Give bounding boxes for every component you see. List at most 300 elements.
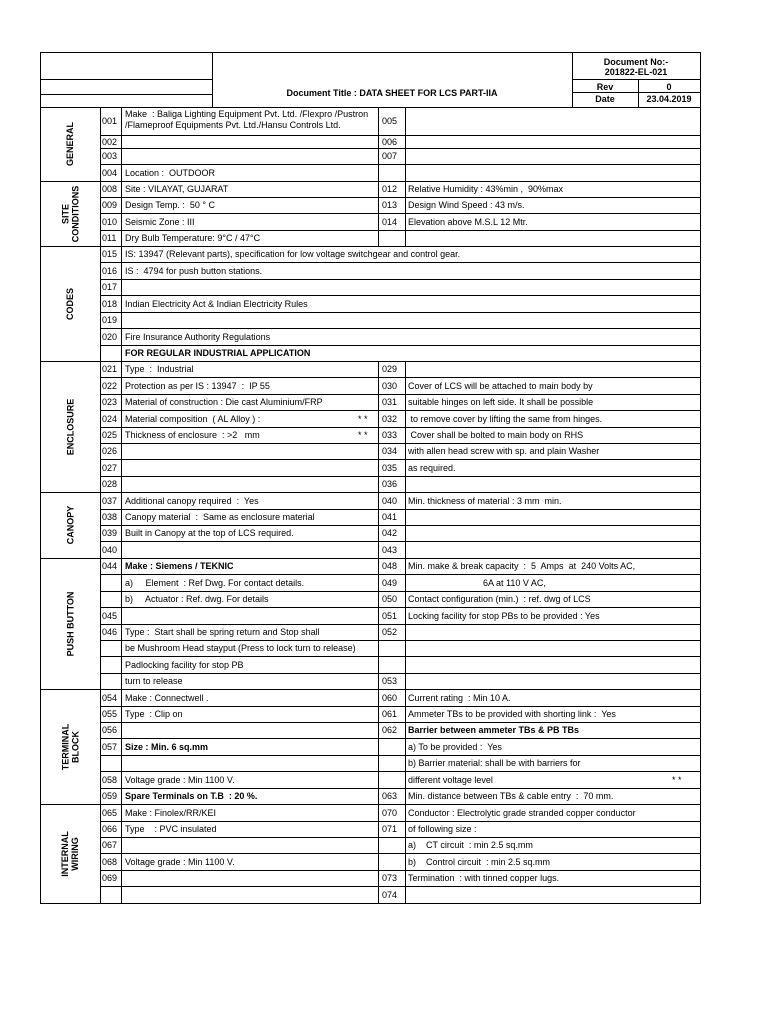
col-line [405,870,406,886]
row-line [100,394,700,395]
col-line [405,410,406,427]
col-line [378,377,379,394]
document-number-label: Document No:- [603,57,669,67]
row-line [100,135,700,136]
col-line [121,410,122,427]
item-number: 035 [382,463,398,473]
row-line [100,886,700,887]
col-line [121,738,122,755]
item-number: 033 [382,430,398,440]
item-number: 053 [382,676,398,686]
col-line [378,148,379,164]
section-label: TERMINAL BLOCK [60,723,80,770]
item-description: Relative Humidity : 43%min , 90%max [408,184,564,194]
row-line [100,295,700,296]
item-description: Additional canopy required : Yes [125,496,259,506]
item-description: Protection as per IS : 13947 : IP 55 [125,381,270,391]
item-number: 034 [382,446,398,456]
col-line [405,525,406,541]
row-line [100,837,700,838]
col-line [121,312,122,328]
col-line [405,722,406,738]
item-number: 031 [382,397,398,407]
item-description: FOR REGULAR INDUSTRIAL APPLICATION [125,348,311,358]
item-number: 026 [102,446,118,456]
item-number: 063 [382,791,398,801]
item-number: 044 [102,561,118,571]
section-canopy [40,492,100,558]
item-description: Padlocking facility for stop PB [125,660,244,670]
item-number: 027 [102,463,118,473]
section-enclosure [40,361,100,492]
row-line [100,722,700,723]
border-top [40,52,701,53]
row-line [100,197,700,198]
col-line [121,640,122,656]
row-line [100,345,700,346]
col-line [378,755,379,771]
col-line [121,230,122,246]
col-line [405,443,406,459]
item-description: Canopy material : Same as enclosure material [125,512,315,522]
row-line [100,262,700,263]
col-line [121,394,122,410]
col-line [405,377,406,394]
date-label: Date [595,94,615,104]
col-line [378,410,379,427]
col-line [121,213,122,230]
col-line [121,591,122,607]
col-line [405,107,406,135]
item-number: 070 [382,808,398,818]
item-number: 054 [102,693,118,703]
col-line [121,476,122,492]
col-line [405,148,406,164]
section-label: SITE CONDITIONS [59,185,80,242]
item-number: 032 [382,414,398,424]
col-line [378,476,379,492]
item-number: 069 [102,873,118,883]
item-description: Make : Siemens / TEKNIC [125,561,234,571]
col-line [121,246,122,262]
col-line [405,492,406,509]
item-description: Min. distance between TBs & cable entry : 70 mm. [408,791,614,801]
item-number: 029 [382,364,398,374]
item-description: a) To be provided : Yes [408,742,502,752]
item-description: Site : VILAYAT, GUJARAT [125,184,229,194]
item-number: 036 [382,479,398,489]
row-line [100,459,700,460]
item-number: 004 [102,168,118,178]
col-line [121,574,122,591]
item-number: 060 [382,693,398,703]
section-line [40,107,700,108]
col-line [121,377,122,394]
item-number: 005 [382,116,398,126]
item-number: 017 [102,282,118,292]
item-description: Type : PVC insulated [125,824,217,834]
row-line [100,148,700,149]
item-number: 015 [102,249,118,259]
col-line [121,656,122,673]
row-line [100,821,700,822]
grid-line-h [40,94,212,95]
col-line [405,558,406,574]
item-description: Material of construction : Die cast Aluminium/FRP [125,397,323,407]
col-line [121,673,122,689]
col-line [378,624,379,640]
item-number: 002 [102,137,118,147]
col-line [378,394,379,410]
item-description: Type : Start shall be spring return and Stop shall [125,627,320,637]
col-line [121,821,122,837]
border-right [700,52,701,904]
col-line [121,706,122,722]
col-line [378,197,379,213]
col-line [405,574,406,591]
border-left [40,52,41,904]
item-number: 074 [382,890,398,900]
marker-asterisks: * * [358,414,368,424]
col-line [405,197,406,213]
row-line [100,771,700,772]
col-line [378,164,379,181]
item-number: 023 [102,397,118,407]
item-description: Seismic Zone : III [125,217,195,227]
col-line [378,886,379,903]
col-line [121,788,122,804]
col-line [405,804,406,821]
item-number: 014 [382,217,398,227]
col-line [378,492,379,509]
grid-line-v [100,107,101,903]
item-number: 018 [102,299,118,309]
item-description: Voltage grade : Min 1100 V. [125,857,235,867]
row-line [100,476,700,477]
section-line [40,804,700,805]
col-line [121,607,122,624]
item-number: 037 [102,496,118,506]
col-line [121,443,122,459]
col-line [121,804,122,821]
item-number: 040 [102,545,118,555]
item-description: Elevation above M.S.L 12 Mtr. [408,217,528,227]
item-description: Indian Electricity Act & Indian Electricity Rules [125,299,308,309]
border-bottom [40,903,701,904]
item-number: 043 [382,545,398,555]
col-line [121,345,122,361]
row-line [100,640,700,641]
col-line [378,788,379,804]
col-line [405,738,406,755]
item-description: Built in Canopy at the top of LCS required. [125,528,294,538]
col-line [121,558,122,574]
item-number: 039 [102,528,118,538]
item-description: b) Barrier material: shall be with barriers for [408,758,581,768]
grid-line-h [40,79,212,80]
col-line [121,886,122,903]
item-number: 010 [102,217,118,227]
item-number: 001 [102,116,118,126]
col-line [121,459,122,476]
item-description: IS : 4794 for push button stations. [125,266,263,276]
col-line [378,459,379,476]
item-description: Cover of LCS will be attached to main body by [408,381,593,391]
row-line [100,377,700,378]
document-title: Document Title : DATA SHEET FOR LCS PART-IIA [286,88,498,98]
col-line [121,722,122,738]
section-line [40,492,700,493]
col-line [121,427,122,443]
item-description: Design Temp. : 50 ° C [125,200,215,210]
item-number: 021 [102,364,118,374]
col-line [378,673,379,689]
col-line [378,591,379,607]
item-number: 071 [382,824,398,834]
row-line [100,279,700,280]
item-description: Make : Connectwell . [125,693,209,703]
col-line [121,262,122,279]
row-line [100,213,700,214]
item-number: 019 [102,315,118,325]
col-line [405,706,406,722]
col-line [378,722,379,738]
row-line [100,230,700,231]
item-number: 046 [102,627,118,637]
col-line [121,361,122,377]
item-number: 042 [382,528,398,538]
item-number: 056 [102,725,118,735]
item-description: b) Actuator : Ref. dwg. For details [125,594,269,604]
marker-asterisks: * * [358,430,368,440]
rev-label: Rev [596,82,614,92]
col-line [121,181,122,197]
col-line [405,837,406,853]
item-number: 013 [382,200,398,210]
col-line [121,853,122,870]
col-line [405,821,406,837]
section-general [40,107,100,181]
item-number: 028 [102,479,118,489]
col-line [121,148,122,164]
col-line [121,135,122,148]
item-number: 066 [102,824,118,834]
item-description: Current rating : Min 10 A. [408,693,511,703]
section-terminal [40,689,100,804]
item-description: Dry Bulb Temperature: 9°C / 47°C [125,233,261,243]
item-number: 022 [102,381,118,391]
section-label: INTERNAL WIRING [60,830,80,877]
col-line [378,181,379,197]
col-line [121,492,122,509]
item-description: different voltage level [408,775,493,785]
row-line [100,312,700,313]
col-line [378,706,379,722]
item-number: 050 [382,594,398,604]
row-line [100,443,700,444]
col-line [378,821,379,837]
item-number: 068 [102,857,118,867]
item-description: to remove cover by lifting the same from hinges. [408,414,603,424]
col-line [378,135,379,148]
item-number: 055 [102,709,118,719]
item-description: b) Control circuit : min 2.5 sq.mm [408,857,551,867]
section-codes [40,246,100,361]
marker-asterisks: * * [672,775,682,785]
col-line [121,541,122,558]
col-line [378,870,379,886]
col-line [121,624,122,640]
col-line [378,427,379,443]
item-description: Type : Clip on [125,709,183,719]
item-number: 045 [102,611,118,621]
grid-line-h [572,79,700,80]
row-line [100,427,700,428]
item-description: a) CT circuit : min 2.5 sq.mm [408,840,533,850]
item-number: 048 [382,561,398,571]
section-site [40,181,100,246]
date-value: 23.04.2019 [646,94,692,104]
col-line [378,541,379,558]
item-number: 061 [382,709,398,719]
row-line [100,541,700,542]
col-line [405,541,406,558]
item-number: 011 [102,233,117,243]
col-line [378,558,379,574]
row-line [100,607,700,608]
item-number: 062 [382,725,398,735]
section-label: ENCLOSURE [64,398,75,455]
item-number: 049 [382,578,398,588]
item-description: Locking facility for stop PBs to be provided : Yes [408,611,600,621]
col-line [121,771,122,788]
section-line [40,246,700,247]
col-line [378,837,379,853]
col-line [378,640,379,656]
col-line [405,230,406,246]
item-number: 051 [382,611,398,621]
row-line [100,788,700,789]
col-line [405,771,406,788]
col-line [378,509,379,525]
col-line [121,197,122,213]
item-description: Voltage grade : Min 1100 V. [125,775,235,785]
section-label: CODES [64,287,75,320]
col-line [378,804,379,821]
col-line [405,394,406,410]
item-description: Min. thickness of material : 3 mm min. [408,496,562,506]
item-description: with allen head screw with sp. and plain Washer [408,446,600,456]
item-description: Make : Baliga Lighting Equipment Pvt. Ltd. /Flexpro /Pustron /Flameproof Equipments Pvt. Ltd./Hansu Controls Ltd. [125,109,369,130]
item-number: 065 [102,808,118,818]
item-description: Design Wind Speed : 43 m/s. [408,200,525,210]
item-description: Ammeter TBs to be provided with shorting link : Yes [408,709,616,719]
col-line [405,591,406,607]
item-description: Size : Min. 6 sq.mm [125,742,209,752]
row-line [100,870,700,871]
col-line [405,886,406,903]
row-line [100,706,700,707]
col-line [121,279,122,295]
col-line [378,361,379,377]
col-line [378,107,379,135]
col-line [121,328,122,345]
item-number: 025 [102,430,118,440]
item-description: Cover shall be bolted to main body on RHS [408,430,584,440]
item-number: 008 [102,184,118,194]
section-push [40,558,100,689]
col-line [378,656,379,673]
item-description: Location : OUTDOOR [125,168,216,178]
row-line [100,574,700,575]
item-number: 016 [102,266,118,276]
section-line [40,181,700,182]
grid-line-v [212,52,213,107]
item-number: 024 [102,414,118,424]
item-number: 067 [102,840,118,850]
col-line [378,443,379,459]
row-line [100,591,700,592]
col-line [121,525,122,541]
item-description: 6A at 110 V AC, [408,578,546,588]
col-line [378,574,379,591]
item-number: 030 [382,381,398,391]
item-number: 057 [102,742,118,752]
col-line [378,738,379,755]
section-line [40,361,700,362]
col-line [405,607,406,624]
col-line [121,509,122,525]
item-description: turn to release [125,676,183,686]
col-line [121,837,122,853]
grid-line-h [572,92,700,93]
row-line [100,328,700,329]
item-number: 006 [382,137,398,147]
item-description: Min. make & break capacity : 5 Amps at 240 Volts AC, [408,561,636,571]
item-description: Type : Industrial [125,364,194,374]
item-number: 040 [382,496,398,506]
row-line [100,738,700,739]
section-wiring [40,804,100,903]
col-line [405,361,406,377]
section-label: GENERAL [64,121,75,167]
col-line [378,689,379,706]
section-line [40,558,700,559]
col-line [405,213,406,230]
item-number: 003 [102,151,118,161]
col-line [378,213,379,230]
row-line [100,755,700,756]
item-description: as required. [408,463,456,473]
col-line [121,755,122,771]
item-number: 058 [102,775,118,785]
col-line [121,164,122,181]
col-line [405,135,406,148]
item-description: IS: 13947 (Relevant parts), specification for low voltage switchgear and control gear. [125,249,461,259]
col-line [405,181,406,197]
item-number: 052 [382,627,398,637]
grid-line-v [572,52,573,107]
row-line [100,656,700,657]
item-number: 007 [382,151,398,161]
item-description: a) Element : Ref Dwg. For contact details. [125,578,305,588]
col-line [405,853,406,870]
col-line [405,673,406,689]
item-description: Material composition ( AL Alloy ) : [125,414,261,424]
col-line [405,427,406,443]
col-line [378,771,379,788]
col-line [378,607,379,624]
